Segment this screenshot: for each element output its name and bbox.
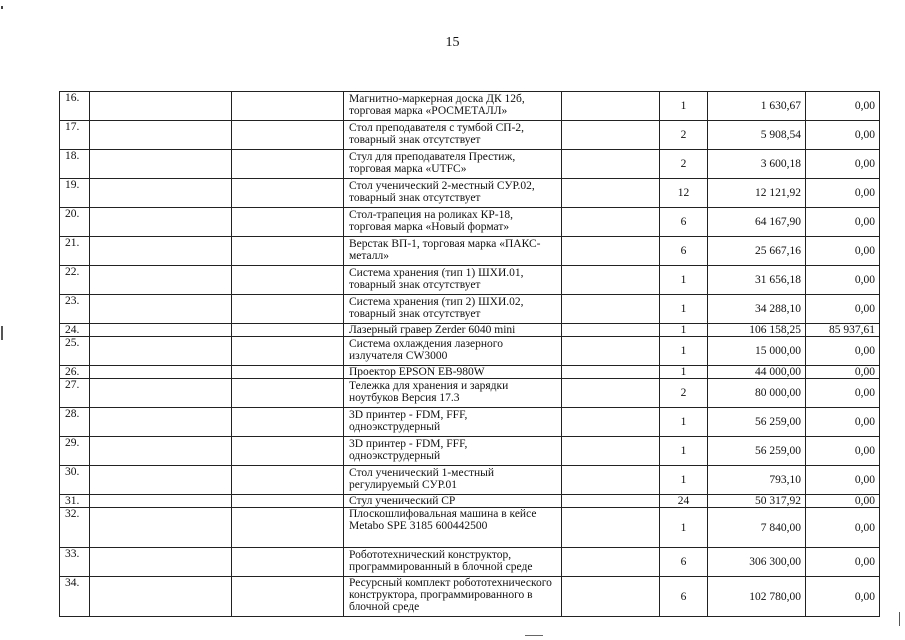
item-quantity: 1 (660, 408, 708, 437)
item-price: 106 158,25 (708, 324, 806, 337)
item-price: 7 840,00 (708, 508, 806, 548)
item-residual-value: 0,00 (806, 150, 880, 179)
item-residual-value: 0,00 (806, 266, 880, 295)
item-price: 34 288,10 (708, 295, 806, 324)
item-quantity: 1 (660, 508, 708, 548)
table-row (60, 408, 880, 437)
item-name: Стул для преподавателя Престиж, торговая марка «UTFC» (344, 150, 562, 179)
empty-cell (90, 121, 232, 150)
table-row (60, 548, 880, 577)
empty-cell (232, 237, 344, 266)
empty-cell (562, 237, 660, 266)
row-number: 20. (60, 208, 90, 237)
item-residual-value: 0,00 (806, 466, 880, 495)
item-residual-value: 0,00 (806, 337, 880, 366)
scan-artifact-right-mark (899, 612, 900, 626)
empty-cell (562, 121, 660, 150)
table-row (60, 150, 880, 179)
item-name: Проектор EPSON EB-980W (344, 366, 562, 379)
item-price: 80 000,00 (708, 379, 806, 408)
table-row (60, 295, 880, 324)
table-row (60, 179, 880, 208)
row-number: 27. (60, 379, 90, 408)
table-row (60, 324, 880, 337)
item-quantity: 6 (660, 577, 708, 617)
item-quantity: 2 (660, 150, 708, 179)
empty-cell (562, 295, 660, 324)
row-number: 21. (60, 237, 90, 266)
empty-cell (562, 366, 660, 379)
empty-cell (90, 208, 232, 237)
item-residual-value: 85 937,61 (806, 324, 880, 337)
item-price: 3 600,18 (708, 150, 806, 179)
table-row (60, 508, 880, 548)
table-row (60, 208, 880, 237)
empty-cell (562, 208, 660, 237)
empty-cell (562, 266, 660, 295)
item-quantity: 1 (660, 266, 708, 295)
empty-cell (232, 366, 344, 379)
item-quantity: 1 (660, 437, 708, 466)
row-number: 22. (60, 266, 90, 295)
table-row (60, 495, 880, 508)
empty-cell (562, 179, 660, 208)
empty-cell (562, 508, 660, 548)
item-name: Стул ученический СР (344, 495, 562, 508)
item-residual-value: 0,00 (806, 408, 880, 437)
empty-cell (232, 548, 344, 577)
item-name: Система охлаждения лазерного излучателя CW3000 (344, 337, 562, 366)
item-price: 5 908,54 (708, 121, 806, 150)
item-price: 56 259,00 (708, 437, 806, 466)
row-number: 28. (60, 408, 90, 437)
item-residual-value: 0,00 (806, 577, 880, 617)
table-row (60, 466, 880, 495)
table-row (60, 92, 880, 121)
item-residual-value: 0,00 (806, 495, 880, 508)
item-residual-value: 0,00 (806, 295, 880, 324)
empty-cell (562, 150, 660, 179)
item-residual-value: 0,00 (806, 121, 880, 150)
row-number: 25. (60, 337, 90, 366)
item-price: 25 667,16 (708, 237, 806, 266)
item-quantity: 1 (660, 466, 708, 495)
item-name: Плоскошлифовальная машина в кейсе Metabo SPE 3185 600442500 (344, 508, 562, 548)
empty-cell (90, 366, 232, 379)
scan-artifact-mark (1, 6, 3, 9)
empty-cell (232, 408, 344, 437)
row-number: 18. (60, 150, 90, 179)
item-name: Магнитно-маркерная доска ДК 12б, торговая марка «РОСМЕТАЛЛ» (344, 92, 562, 121)
row-number: 30. (60, 466, 90, 495)
empty-cell (562, 548, 660, 577)
empty-cell (232, 577, 344, 617)
empty-cell (90, 577, 232, 617)
item-name: Стол ученический 2-местный СУР.02, товарный знак отсутствует (344, 179, 562, 208)
item-quantity: 2 (660, 121, 708, 150)
item-quantity: 6 (660, 548, 708, 577)
item-price: 15 000,00 (708, 337, 806, 366)
empty-cell (232, 437, 344, 466)
empty-cell (232, 508, 344, 548)
empty-cell (562, 92, 660, 121)
empty-cell (232, 324, 344, 337)
empty-cell (90, 379, 232, 408)
item-price: 1 630,67 (708, 92, 806, 121)
item-name: Стол ученический 1-местный регулируемый СУР.01 (344, 466, 562, 495)
row-number: 33. (60, 548, 90, 577)
empty-cell (90, 337, 232, 366)
item-name: Система хранения (тип 1) ШХИ.01, товарный знак отсутствует (344, 266, 562, 295)
empty-cell (232, 266, 344, 295)
table-row (60, 121, 880, 150)
row-number: 29. (60, 437, 90, 466)
empty-cell (562, 324, 660, 337)
item-quantity: 1 (660, 366, 708, 379)
empty-cell (232, 466, 344, 495)
item-name: 3D принтер - FDM, FFF, одноэкструдерный (344, 437, 562, 466)
row-number: 26. (60, 366, 90, 379)
table-row (60, 379, 880, 408)
item-price: 306 300,00 (708, 548, 806, 577)
item-name: Ресурсный комплект робототехнического конструктора, программированного в блочной среде (344, 577, 562, 617)
row-number: 17. (60, 121, 90, 150)
empty-cell (90, 179, 232, 208)
item-quantity: 1 (660, 324, 708, 337)
table-row (60, 437, 880, 466)
item-quantity: 1 (660, 337, 708, 366)
item-residual-value: 0,00 (806, 237, 880, 266)
item-quantity: 6 (660, 237, 708, 266)
item-residual-value: 0,00 (806, 508, 880, 548)
empty-cell (90, 266, 232, 295)
empty-cell (232, 121, 344, 150)
empty-cell (232, 337, 344, 366)
empty-cell (232, 379, 344, 408)
row-number: 31. (60, 495, 90, 508)
empty-cell (90, 237, 232, 266)
empty-cell (562, 437, 660, 466)
item-price: 12 121,92 (708, 179, 806, 208)
item-price: 102 780,00 (708, 577, 806, 617)
item-name: 3D принтер - FDM, FFF, одноэкструдерный (344, 408, 562, 437)
scan-artifact-left-mark (1, 326, 3, 340)
item-name: Стол-трапеция на роликах КР-18, торговая марка «Новый формат» (344, 208, 562, 237)
item-quantity: 24 (660, 495, 708, 508)
item-name: Лазерный гравер Zerder 6040 mini (344, 324, 562, 337)
scan-artifact-bottom-mark (525, 635, 543, 636)
empty-cell (90, 92, 232, 121)
row-number: 16. (60, 92, 90, 121)
empty-cell (562, 495, 660, 508)
empty-cell (562, 577, 660, 617)
table-row (60, 337, 880, 366)
row-number: 23. (60, 295, 90, 324)
page-number: 15 (445, 35, 460, 50)
item-price: 50 317,92 (708, 495, 806, 508)
item-quantity: 2 (660, 379, 708, 408)
empty-cell (562, 466, 660, 495)
table-row (60, 577, 880, 617)
table-row (60, 266, 880, 295)
empty-cell (562, 337, 660, 366)
empty-cell (90, 508, 232, 548)
item-residual-value: 0,00 (806, 548, 880, 577)
empty-cell (232, 179, 344, 208)
row-number: 34. (60, 577, 90, 617)
item-name: Тележка для хранения и зарядки ноутбуков Версия 17.3 (344, 379, 562, 408)
item-price: 793,10 (708, 466, 806, 495)
item-quantity: 1 (660, 92, 708, 121)
item-residual-value: 0,00 (806, 437, 880, 466)
item-residual-value: 0,00 (806, 208, 880, 237)
item-residual-value: 0,00 (806, 179, 880, 208)
row-number: 19. (60, 179, 90, 208)
table-row (60, 237, 880, 266)
empty-cell (90, 466, 232, 495)
row-number: 32. (60, 508, 90, 548)
item-name: Верстак ВП-1, торговая марка «ПАКС-металл» (344, 237, 562, 266)
empty-cell (90, 408, 232, 437)
item-price: 56 259,00 (708, 408, 806, 437)
empty-cell (562, 408, 660, 437)
empty-cell (90, 295, 232, 324)
item-price: 44 000,00 (708, 366, 806, 379)
item-name: Стол преподавателя с тумбой СП-2, товарный знак отсутствует (344, 121, 562, 150)
item-quantity: 1 (660, 295, 708, 324)
table-row (60, 366, 880, 379)
empty-cell (90, 324, 232, 337)
item-name: Система хранения (тип 2) ШХИ.02, товарный знак отсутствует (344, 295, 562, 324)
empty-cell (90, 437, 232, 466)
row-number: 24. (60, 324, 90, 337)
item-quantity: 6 (660, 208, 708, 237)
empty-cell (562, 379, 660, 408)
empty-cell (232, 92, 344, 121)
item-quantity: 12 (660, 179, 708, 208)
item-residual-value: 0,00 (806, 366, 880, 379)
empty-cell (232, 150, 344, 179)
empty-cell (90, 150, 232, 179)
item-residual-value: 0,00 (806, 379, 880, 408)
item-price: 31 656,18 (708, 266, 806, 295)
empty-cell (232, 208, 344, 237)
inventory-table (59, 91, 880, 617)
empty-cell (232, 495, 344, 508)
item-residual-value: 0,00 (806, 92, 880, 121)
item-name: Робототехнический конструктор, программированный в блочной среде (344, 548, 562, 577)
empty-cell (90, 548, 232, 577)
empty-cell (90, 495, 232, 508)
item-price: 64 167,90 (708, 208, 806, 237)
empty-cell (232, 295, 344, 324)
